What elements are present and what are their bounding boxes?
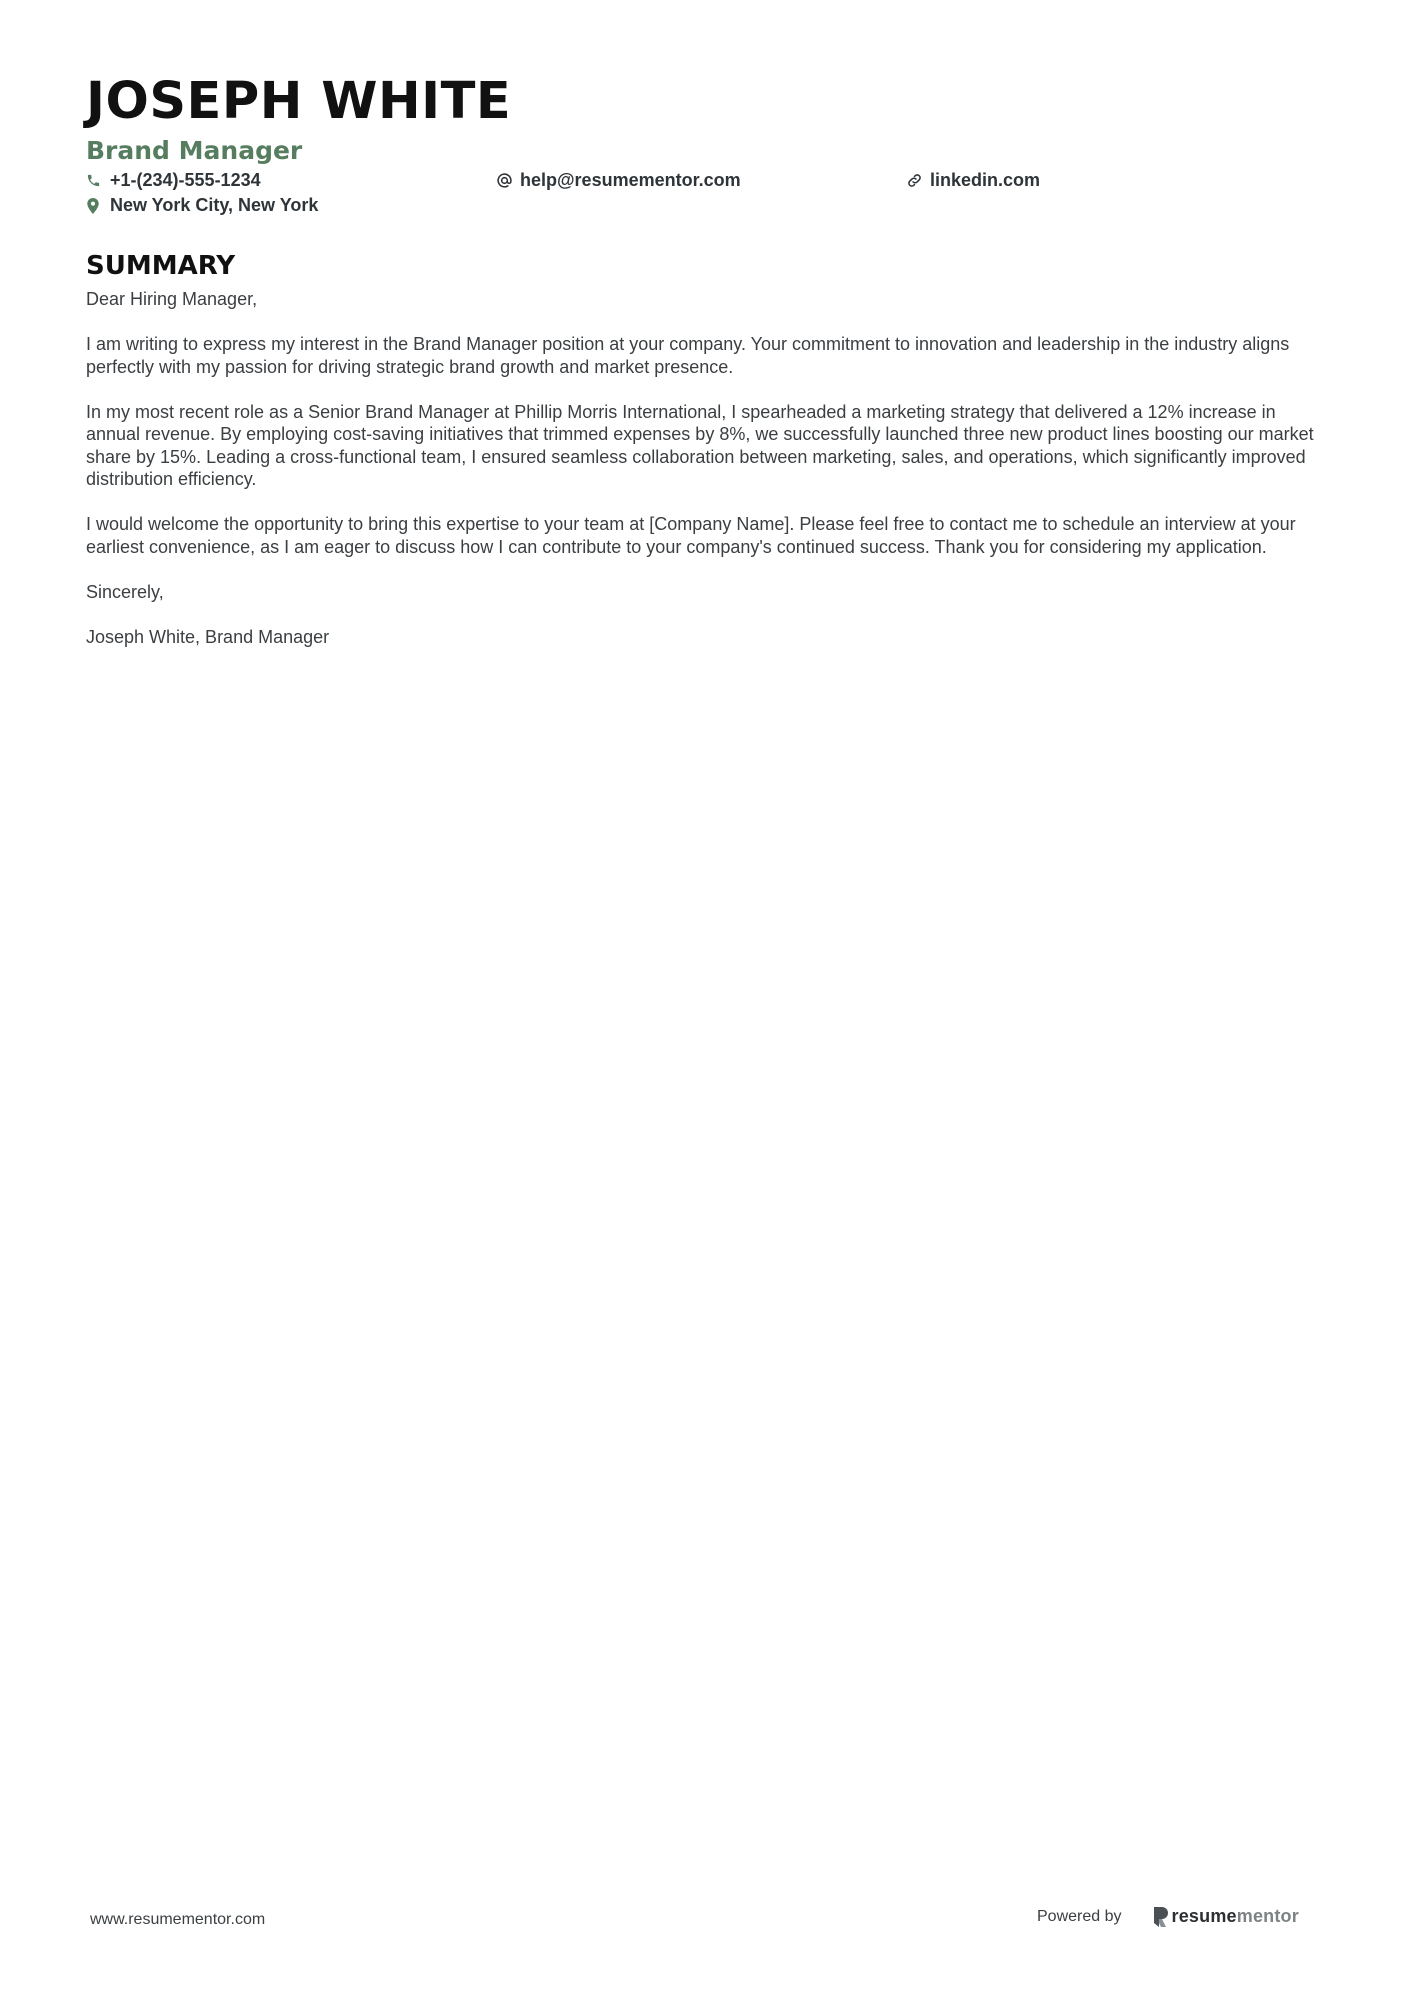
letter-body [86, 288, 1331, 648]
email-text[interactable]: help@resumementor.com [520, 170, 741, 190]
contact-phone [86, 168, 261, 193]
contact-location [86, 193, 318, 218]
phone-text[interactable]: +1-(234)-555-1234 [110, 170, 261, 190]
contact-email [496, 168, 741, 193]
cover-letter-page [86, 70, 1331, 671]
closing: Sincerely, [86, 581, 164, 602]
candidate-title: Brand Manager [86, 136, 303, 165]
footer-powered-by [1037, 1906, 1299, 1927]
brand-part-resume: resume [1171, 1906, 1237, 1926]
resumementor-logo[interactable] [1152, 1906, 1299, 1927]
signature: Joseph White, Brand Manager [86, 626, 330, 647]
location-text: New York City, New York [110, 195, 319, 215]
at-icon [496, 171, 516, 191]
link-text[interactable]: linkedin.com [930, 170, 1041, 190]
powered-by-label: Powered by [1037, 1907, 1122, 1925]
resumementor-logo-icon [1152, 1907, 1168, 1927]
link-icon [906, 171, 926, 191]
salutation: Dear Hiring Manager, [86, 289, 258, 309]
summary-heading: SUMMARY [86, 251, 236, 281]
phone-icon [86, 171, 106, 191]
letter-paragraph: I would welcome the opportunity to bring this expertise to your team at [Company Name]. Please feel free to contact me to schedule an interview at your earliest convenience, as I am eager to discuss how I can contribute to your company's continued success. Thank you for considering my application. [86, 514, 1296, 557]
brand-part-mentor: mentor [1236, 1906, 1299, 1926]
map-pin-icon [86, 196, 106, 216]
contact-link [906, 168, 1040, 193]
candidate-name: JOSEPH WHITE [86, 72, 512, 131]
letter-paragraph: I am writing to express my interest in the Brand Manager position at your company. Your commitment to innovation and leadership in the industry aligns perfectly with my passion for driving strategic brand growth and market presence. [86, 334, 1290, 377]
contact-list [86, 168, 1331, 220]
footer-website[interactable]: www.resumementor.com [90, 1911, 266, 1928]
letter-paragraph: In my most recent role as a Senior Brand Manager at Phillip Morris International, I spearheaded a marketing strategy that delivered a 12% increase in annual revenue. By employing cost-saving initiatives that trimmed expenses by 8%, we successfully launched three new product lines boosting our market share by 15%. Leading a cross-functional team, I ensured seamless collaboration between marketing, sales, and operations, which significantly improved distribution efficiency. [86, 401, 1314, 489]
